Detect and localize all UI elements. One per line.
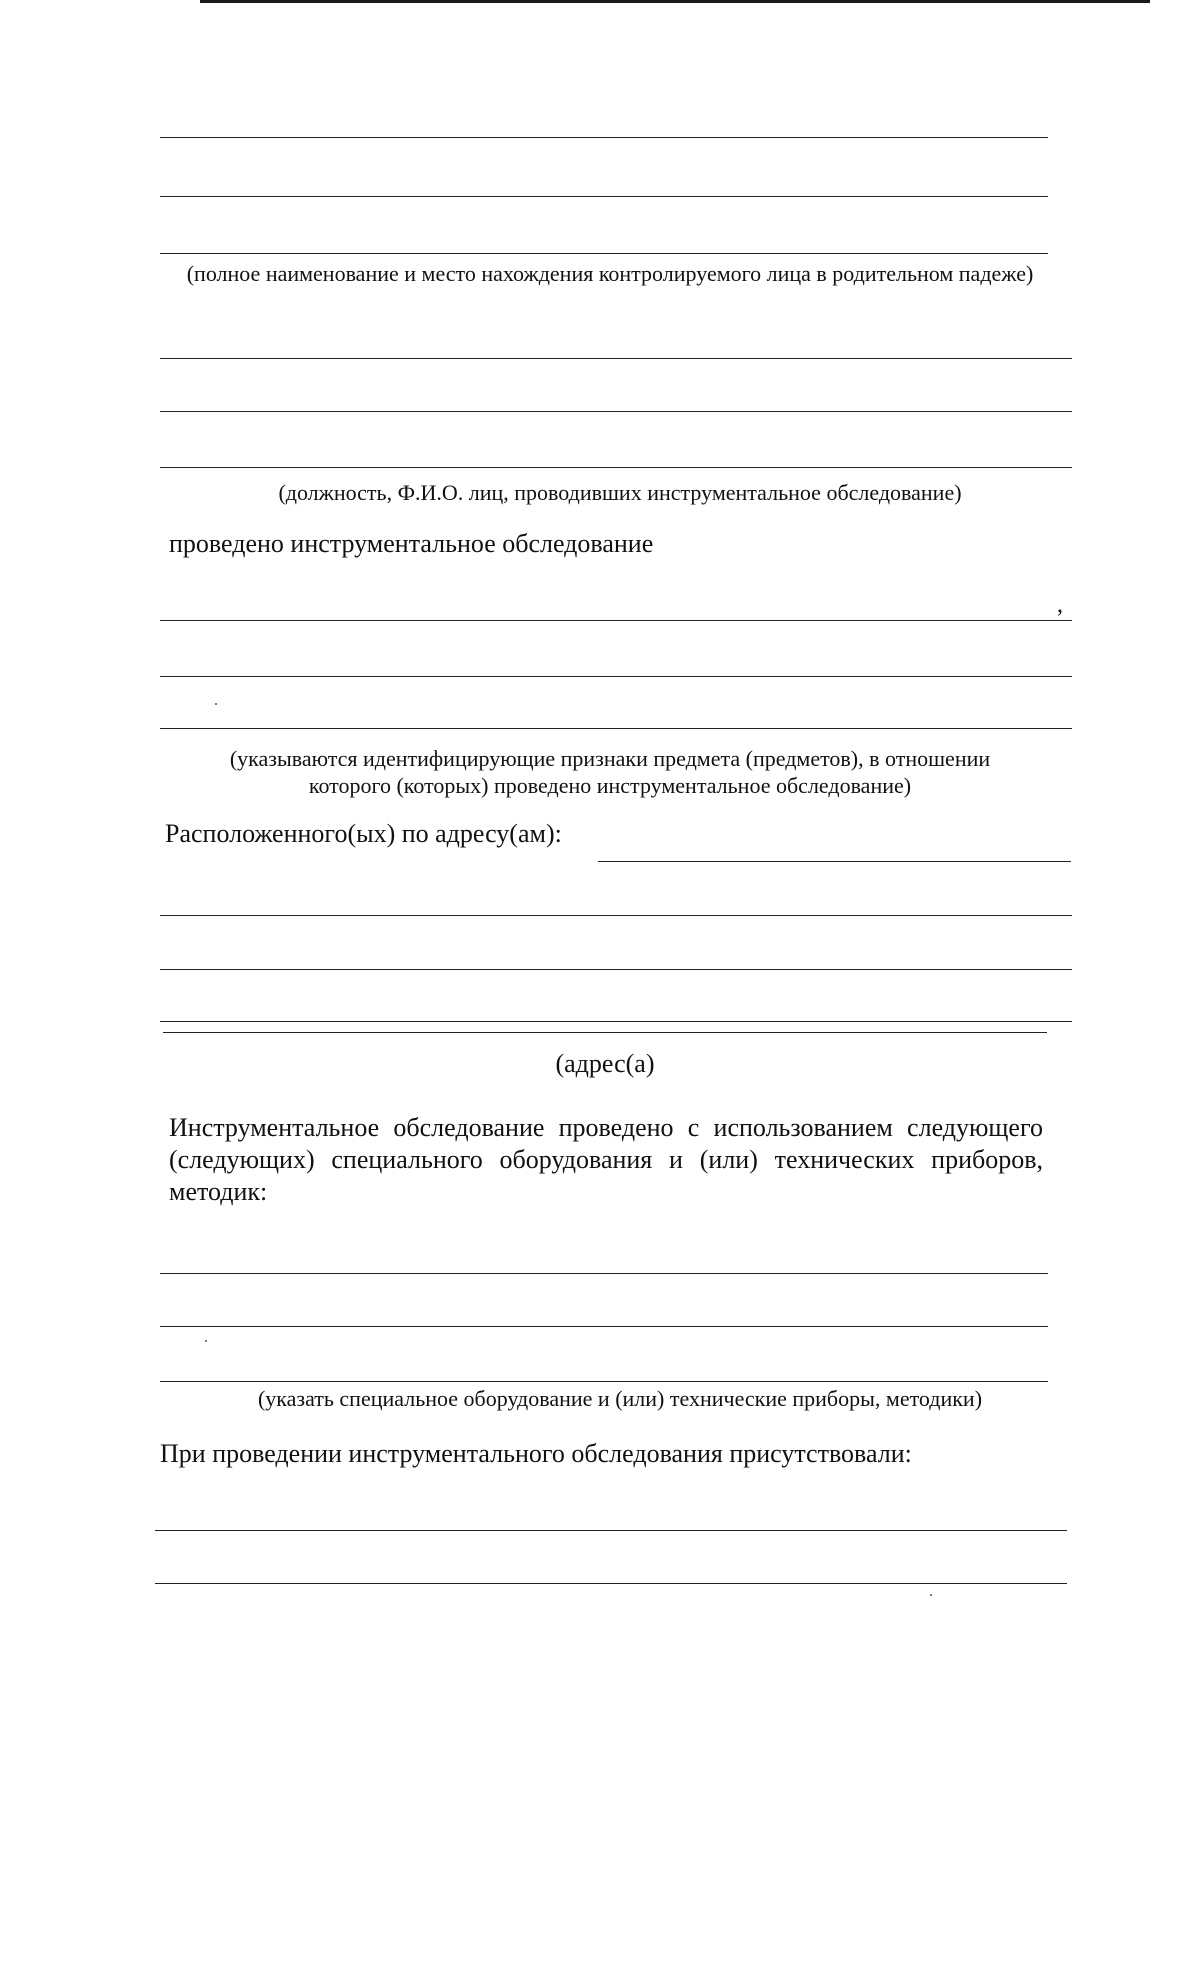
equipment-fill-line[interactable]	[160, 1381, 1048, 1382]
top-border-rule	[200, 0, 1150, 3]
scan-speck	[215, 703, 217, 705]
object-caption-line-1: (указываются идентифицирующие признаки предмета (предметов), в отношении	[229, 746, 991, 771]
scan-speck	[930, 1594, 932, 1596]
equipment-caption: (указать специальное оборудование и (или) технические приборы, методики)	[257, 1386, 983, 1411]
equipment-fill-line[interactable]	[160, 1326, 1048, 1327]
line-end-comma: ,	[1057, 592, 1063, 618]
entity-fill-line[interactable]	[160, 196, 1048, 197]
officials-fill-line[interactable]	[160, 411, 1072, 412]
scan-speck	[205, 1340, 207, 1342]
address-fill-line[interactable]	[160, 1021, 1072, 1022]
object-caption-line-2: которого (которых) проведено инструментальное обследование)	[308, 773, 912, 798]
address-label: Расположенного(ых) по адресу(ам):	[165, 819, 562, 848]
object-fill-line[interactable]	[160, 728, 1072, 729]
attendees-label: При проведении инструментального обследования присутствовали:	[160, 1439, 912, 1468]
equipment-text: Инструментальное обследование проведено с использованием следующего (следующих) специального оборудования и (или) технических приборов, методик:	[169, 1113, 1043, 1206]
object-fill-line[interactable]	[160, 676, 1072, 677]
address-fill-line[interactable]	[160, 915, 1072, 916]
entity-caption: (полное наименование и место нахождения контролируемого лица в родительном падеже)	[186, 261, 1034, 286]
address-caption: (адрес(а)	[555, 1049, 655, 1078]
object-fill-line[interactable]	[160, 620, 1072, 621]
conducted-label: проведено инструментальное обследование	[169, 529, 654, 558]
address-fill-line[interactable]	[160, 969, 1072, 970]
officials-fill-line[interactable]	[160, 467, 1072, 468]
attendees-fill-line[interactable]	[155, 1583, 1067, 1584]
equipment-fill-line[interactable]	[160, 1273, 1048, 1274]
officials-fill-line[interactable]	[160, 358, 1072, 359]
entity-fill-line[interactable]	[160, 137, 1048, 138]
address-fill-line[interactable]	[598, 861, 1071, 862]
address-fill-line	[163, 1032, 1047, 1033]
entity-fill-line[interactable]	[160, 253, 1048, 254]
officials-caption: (должность, Ф.И.О. лиц, проводивших инструментальное обследование)	[278, 480, 962, 505]
attendees-fill-line[interactable]	[155, 1530, 1067, 1531]
